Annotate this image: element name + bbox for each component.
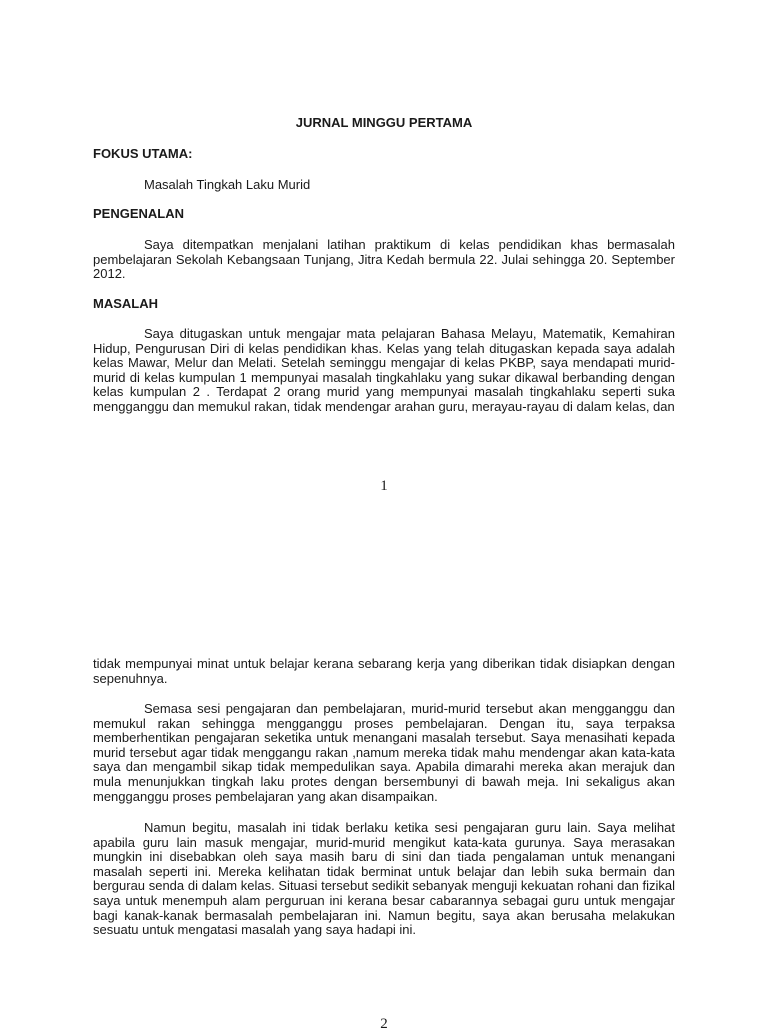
page-number: 2 <box>380 1016 388 1032</box>
pengenalan-heading: PENGENALAN <box>93 206 185 221</box>
paragraph-namun-begitu: Namun begitu, masalah ini tidak berlaku ketika sesi pengajaran guru lain. Saya melihat apabila guru lain masuk mengajar, murid-murid mengikut kata-kata gurunya. Saya merasakan mungkin ini disebabkan oleh saya masih baru di sini dan tiada pengalaman untuk menangani masalah seperti ini. Mereka kelihatan tidak berminat untuk belajar dan lebih suka bermain dan bergurau senda di dalam kelas. Situasi tersebut sedikit sebanyak menguji kekuatan rohani dan fizikal saya untuk menempuh alam perguruan ini kerana besar cabarannya sebagai guru untuk mengajar bagi kanak-kanak bermasalah pembelajaran ini. Namun begitu, saya akan berusaha melakukan sesuatu untuk mengatasi masalah yang saya hadapi ini. <box>93 820 675 938</box>
paragraph-sesi-pengajaran: Semasa sesi pengajaran dan pembelajaran, murid-murid tersebut akan mengganggu dan memukul rakan sehingga mengganggu proses pembelajaran. Dengan itu, saya terpaksa memberhentikan pengajaran seketika untuk menangani masalah tersebut. Saya menasihati kepada murid tersebut agar tidak menggangu rakan ,namum mereka tidak mahu mendengar akan kata-kata saya dan mengambil sikap tidak mempedulikan saya. Apabila dimarahi mereka akan merajuk dan mula menunjukkan tingkah laku protes dengan bersembunyi di bawah meja. Ini sekaligus akan mengganggu proses pembelajaran yang akan disampaikan. <box>93 701 675 804</box>
masalah-heading: MASALAH <box>93 296 158 311</box>
continuation-paragraph: tidak mempunyai minat untuk belajar kerana sebarang kerja yang diberikan tidak disiapkan dengan sepenuhnya. <box>93 656 675 686</box>
masalah-paragraph: Saya ditugaskan untuk mengajar mata pelajaran Bahasa Melayu, Matematik, Kemahiran Hidup, Pengurusan Diri di kelas pendidikan khas. Kelas yang telah ditugaskan kepada saya adalah kelas Mawar, Melur dan Melati. Setelah seminggu mengajar di kelas PKBP, saya mendapati murid-murid di kelas kumpulan 1 mempunyai masalah tingkahlaku yang sukar dikawal berbanding dengan kelas kumpulan 2 . Terdapat 2 orang murid yang mempunyai masalah tingkahlaku seperti suka mengganggu dan memukul rakan, tidak mendengar arahan guru, merayau-rayau di dalam kelas, dan <box>93 326 675 414</box>
page-number: 1 <box>380 478 388 494</box>
pengenalan-paragraph: Saya ditempatkan menjalani latihan praktikum di kelas pendidikan khas bermasalah pembelajaran Sekolah Kebangsaan Tunjang, Jitra Kedah bermula 22. Julai sehingga 20. September 2012. <box>93 237 675 282</box>
fokus-heading: FOKUS UTAMA: <box>93 146 193 161</box>
fokus-text: Masalah Tingkah Laku Murid <box>144 177 311 192</box>
page-title: JURNAL MINGGU PERTAMA <box>295 115 473 130</box>
